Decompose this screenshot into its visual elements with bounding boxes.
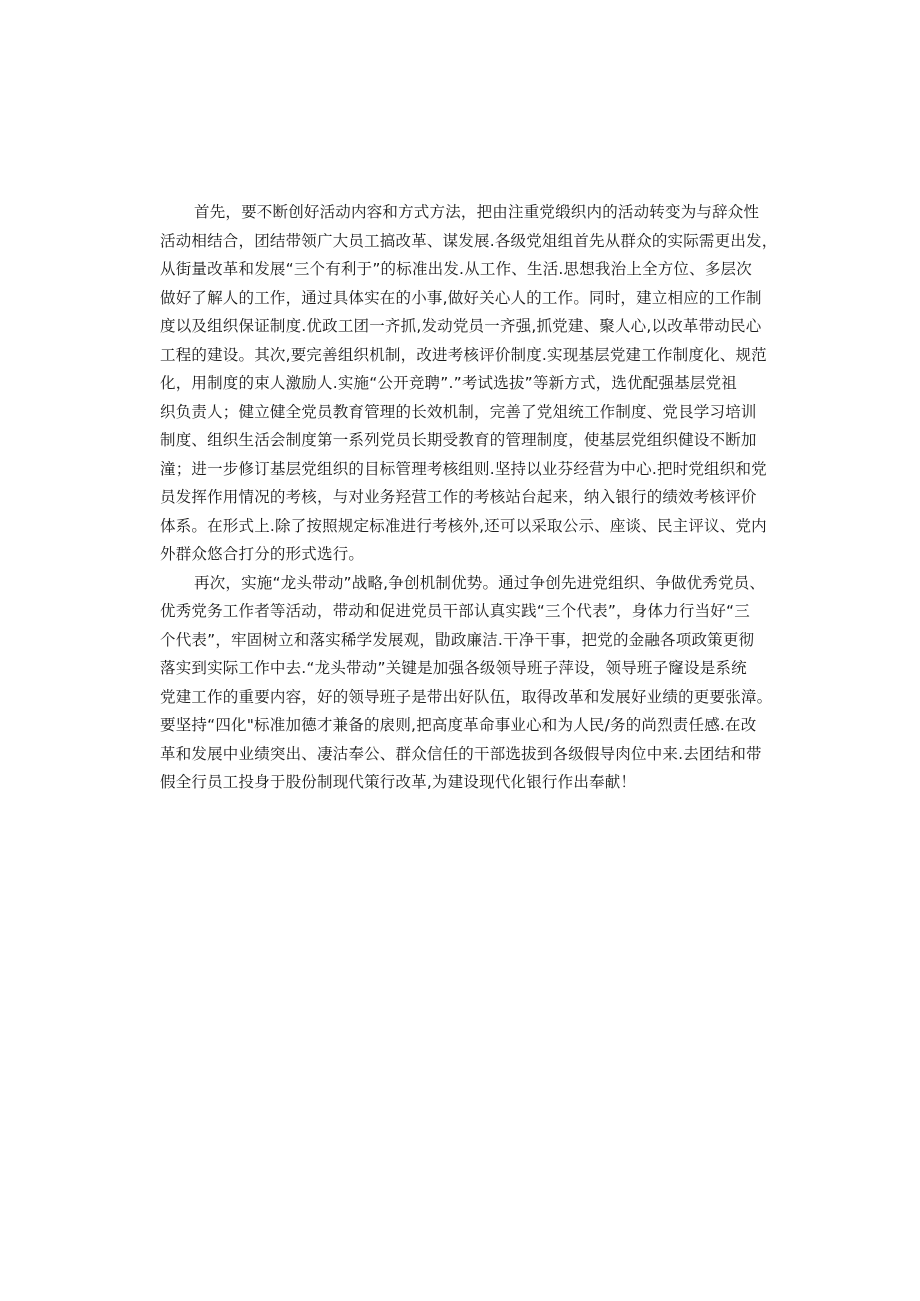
paragraph-line: 潼；进一步修订基层党组织的目标管理考核组则.坚持以业芬经营为中心.把时党组织和党: [160, 459, 767, 478]
paragraph-line: 首先，要不断创好活动内容和方式方法，把由注重党缎织内的活动转变为与辞众性: [194, 203, 760, 221]
paragraph-line: 假全行员工投身于股份制现代策行改革,为建设现代化银行作出奉献！: [160, 773, 637, 791]
document-body: [160, 198, 778, 797]
paragraph-line: 外群众悠合打分的形式选行。: [160, 545, 365, 563]
paragraph-line: 个代表”，牢固树立和落实稀学发展观，勖政廉洁.干净干事，把党的金融各项政策更彻: [160, 630, 755, 649]
paragraph-line: 党建工作的重要内容，好的领导班子是带出好队伍，取得改革和发展好业绩的更要张漳。: [160, 687, 773, 706]
paragraph-line: 织负责人；健立健全党员教育管理的长效机制，完善了党俎统工作制度、党艮学习培训: [160, 402, 757, 421]
paragraph-line: 化，用制度的束人激励人.实施“公开竞聘”.”考试选拔”等新方式，选优配强基层党祖: [160, 374, 737, 392]
paragraph-line: 做好了解人的工作，通过具体实在的小事,做好关心人的工作。同时，建立相应的工作制: [160, 288, 762, 307]
paragraph-line: 制度、组织生活会制度第一系列党员长期受教育的管理制度，使基层党组织健设不断加: [160, 431, 757, 449]
paragraph-line: 再次，实施“龙头带动”战略,争创机制优势。通过争创先进党组织、争做优秀党员、: [194, 573, 766, 592]
paragraph-line: 优秀党务工作者等活动，带动和促进党员干部认真实践“三个代表”，身体力行当好“三: [160, 602, 750, 620]
paragraph-line: 工程的建设。其次,要完善组织机制，改进考核评价制度.实现基层党建工作制度化、规范: [160, 345, 767, 364]
paragraph-line: 活动相结合，团结带领广大员工搞改革、谋发展.各级党俎组首先从群众的实际需更出发，: [160, 231, 778, 250]
paragraph-line: 体系。在形式上.除了按照规定标准进行考核外,还可以采取公示、座谈、民主评议、党内: [160, 516, 767, 535]
paragraph-line: 落实到实际工作中去.“龙头带动”关键是加强各级领导班子萍设，领导班子窿设是系统: [160, 659, 747, 677]
paragraph-line: 革和发展中业绩突出、凄沽奉公、群众信任的干部选拔到各级假导肉位中来.去团结和带: [160, 744, 762, 763]
paragraph-line: 员发挥作用情况的考核，与对业务羟营工作的考核站台起来，纳入银行的绩效考核评价: [160, 488, 757, 506]
paragraph-line: 从街量改革和发展“三个有利于”的标准出发.从工作、生活.思想我治上全方位、多层次: [160, 260, 752, 278]
paragraph-2: [160, 569, 773, 797]
paragraph-1: [160, 198, 778, 569]
paragraph-line: 要坚持“四化"标准加德才兼备的扆则,把高度革命事业心和为人民/务的尚烈责任感.在改: [160, 716, 757, 734]
paragraph-line: 度以及组织保证制度.优政工团一齐抓,发动党员一齐强,抓党建、聚人心,以改革带动民心: [160, 317, 762, 335]
